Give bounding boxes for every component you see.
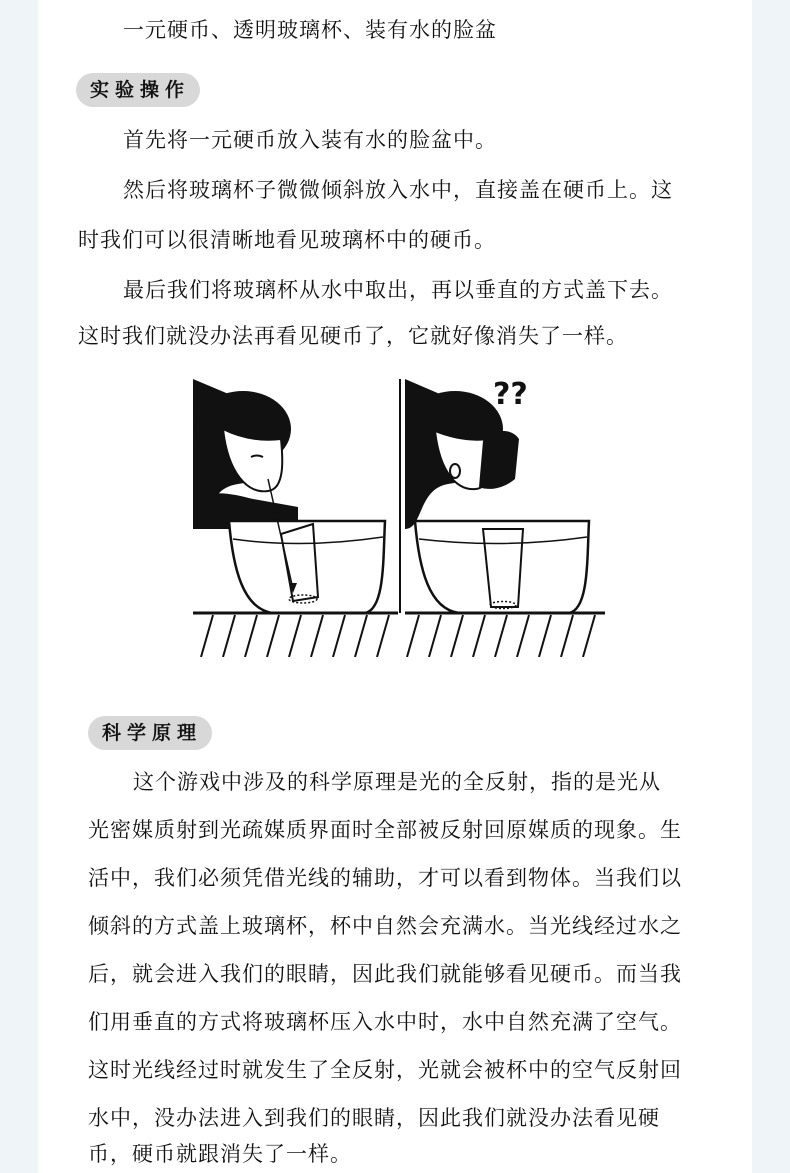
principle-line-1: 这个游戏中涉及的科学原理是光的全反射，指的是光从 xyxy=(133,770,661,794)
experiment-illustration xyxy=(193,379,605,657)
principle-line-3: 活中，我们必须凭借光线的辅助，才可以看到物体。当我们以 xyxy=(88,866,682,890)
left-panel-tilted-glass xyxy=(193,379,398,657)
operation-line-5: 这时我们就没办法再看见硬币了，它就好像消失了一样。 xyxy=(78,324,628,348)
operation-line-3: 时我们可以很清晰地看见玻璃杯中的硬币。 xyxy=(78,228,496,252)
principle-line-5: 后，就会进入我们的眼睛，因此我们就能够看见硬币。而当我 xyxy=(88,962,682,986)
materials-line: 一元硬币、透明玻璃杯、装有水的脸盆 xyxy=(123,18,497,42)
operation-line-1: 首先将一元硬币放入装有水的脸盆中。 xyxy=(123,128,497,152)
section-title-principle: 科学原理 xyxy=(88,716,212,750)
principle-line-9: 币，硬币就跟消失了一样。 xyxy=(88,1142,352,1166)
principle-line-6: 们用垂直的方式将玻璃杯压入水中时，水中自然充满了空气。 xyxy=(88,1010,682,1034)
principle-line-7: 这时光线经过时就发生了全反射，光就会被杯中的空气反射回 xyxy=(88,1058,682,1082)
section-title-operation: 实验操作 xyxy=(76,73,200,107)
principle-line-8: 水中，没办法进入到我们的眼睛，因此我们就没办法看见硬 xyxy=(88,1106,660,1130)
principle-line-4: 倾斜的方式盖上玻璃杯，杯中自然会充满水。当光线经过水之 xyxy=(88,914,682,938)
question-marks: ?? xyxy=(493,379,528,412)
operation-line-4: 最后我们将玻璃杯从水中取出，再以垂直的方式盖下去。 xyxy=(123,278,673,302)
right-panel-vertical-glass xyxy=(405,379,605,657)
principle-line-2: 光密媒质射到光疏媒质界面时全部被反射回原媒质的现象。生 xyxy=(88,818,682,842)
operation-line-2: 然后将玻璃杯子微微倾斜放入水中，直接盖在硬币上。这 xyxy=(123,178,673,202)
